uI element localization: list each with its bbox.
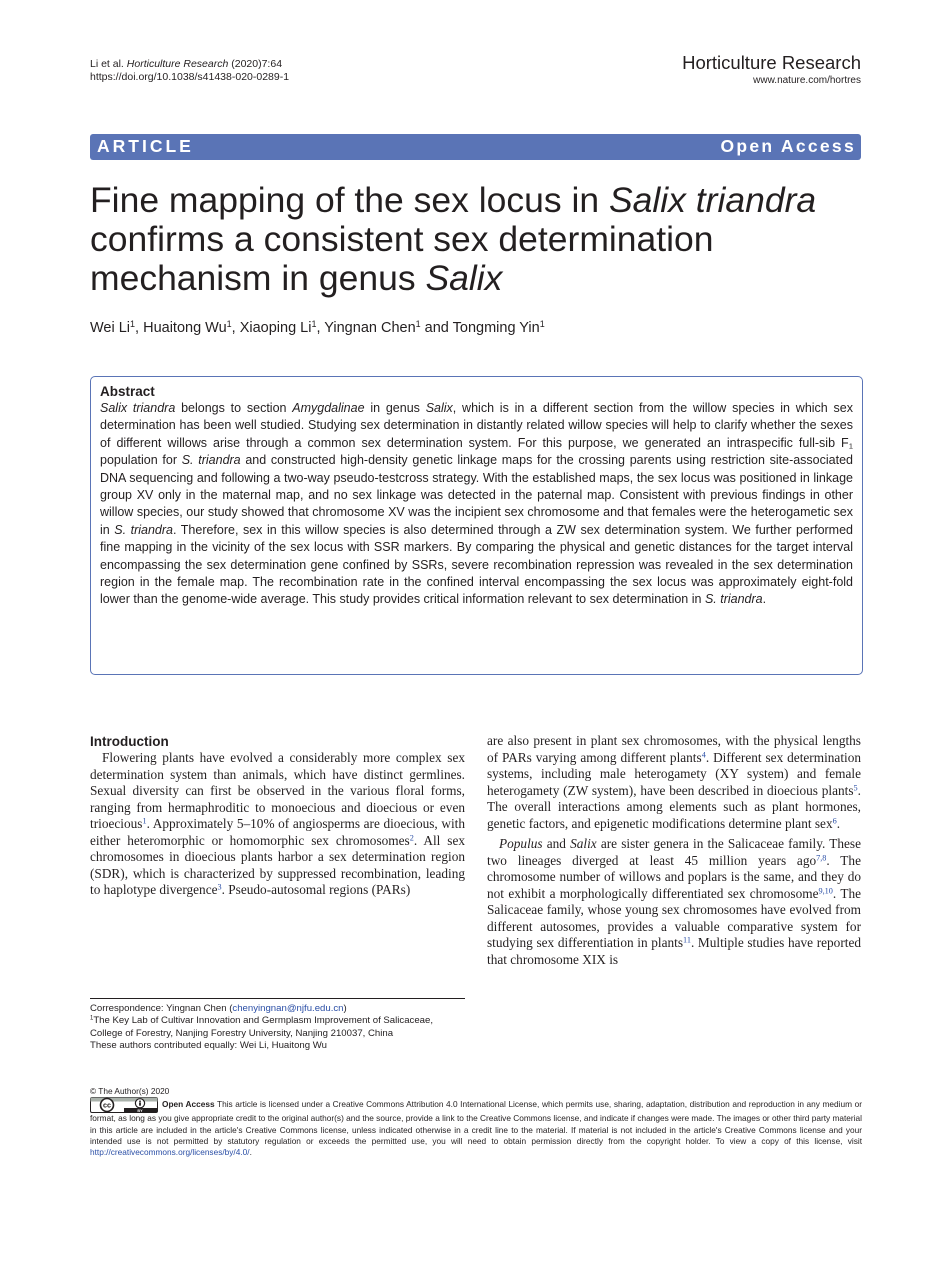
reference-link[interactable]: 9,10 <box>818 885 833 895</box>
reference-link[interactable]: 5 <box>853 782 858 792</box>
abstract-box <box>90 376 863 675</box>
abstract-heading: Abstract <box>100 384 155 399</box>
cc-badge-label: cc <box>103 1100 111 1110</box>
reference-link[interactable]: 11 <box>683 935 691 945</box>
reference-link[interactable]: 3 <box>217 882 222 892</box>
section-heading-introduction: Introduction <box>90 734 169 749</box>
equal-contribution-note: These authors contributed equally: Wei Li, Huaitong Wu <box>90 1040 327 1052</box>
author[interactable]: Tongming Yin$^1$ <box>452 319 545 336</box>
author-list: Wei Li$^1$, Huaitong Wu$^1$, Xiaoping Li$^1$, Yingnan Chen$^1$ and Tongming Yin$^1$ <box>90 319 545 336</box>
reference-link[interactable]: 7,8 <box>816 852 827 862</box>
license-block <box>90 1086 862 1158</box>
copyright-line: © The Author(s) 2020 <box>90 1086 170 1096</box>
citation-block <box>90 58 289 84</box>
article-type-label: ARTICLE <box>97 136 194 156</box>
author[interactable]: Wei Li$^1$ <box>90 319 136 336</box>
citation-journal: Horticulture Research <box>126 58 229 70</box>
reference-link[interactable]: 6 <box>832 815 837 825</box>
author[interactable]: Xiaoping Li$^1$ <box>239 319 317 336</box>
reference-link[interactable]: 4 <box>701 749 706 759</box>
reference-link[interactable]: 2 <box>409 832 414 842</box>
citation-line: Li et al. Horticulture Research (2020)7:64 <box>90 58 283 70</box>
article-title: Fine mapping of the sex locus in Salix triandra confirms a consistent sex determination mechanism in genus Salix <box>90 180 817 298</box>
email-link[interactable]: chenyingnan@njfu.edu.cn <box>232 1003 344 1014</box>
journal-name: Horticulture Research <box>682 52 861 73</box>
journal-url[interactable]: www.nature.com/hortres <box>753 75 861 86</box>
body-paragraph: are also present in plant sex chromosomes, with the physical lengths of PARs varying among different plants$^4$. Different sex determination systems, including male heterogamety (XY system) and female heterogamety (ZW system), have been described in dioecious plants$^5$. The overall interactions among elements such as plant hormones, genetic factors, and epigenetic modifications determine plant sex$^6$. <box>487 733 862 831</box>
reference-link[interactable]: 1 <box>142 816 147 826</box>
license-url-link[interactable]: http://creativecommons.org/licenses/by/4.0/ <box>90 1147 250 1158</box>
left-column <box>90 733 465 899</box>
right-column <box>487 733 861 968</box>
cc-by-icon[interactable] <box>90 1097 158 1113</box>
author[interactable]: Yingnan Chen$^1$ <box>324 319 421 336</box>
open-access-note: Open Access <box>162 1099 215 1110</box>
footnotes <box>90 1003 465 1053</box>
by-badge-label: BY <box>137 1109 143 1114</box>
open-access-label: Open Access <box>720 136 856 156</box>
affiliation: $^1$The Key Lab of Cultivar Innovation and Germplasm Improvement of Salicaceae, College of Forestry, Nanjing Forestry University, Nanjing 210037, China <box>90 1015 433 1039</box>
correspondence: Correspondence: Yingnan Chen (chenyingnan@njfu.edu.cn) <box>90 1003 347 1014</box>
author[interactable]: Huaitong Wu$^1$ <box>143 319 232 336</box>
license-text: cc BY Open Access This article is licensed under a Creative Commons Attribution 4.0 International License, which permits use, sharing, adaptation, distribution and reproduction in any medium or format, as long as you give appropriate credit to the original author(s) and the source, provide a link to the Creative Commons license, and indicate if changes were made. The images or other third party material in this article are included in the article's Creative Commons license, unless indicated otherwise in a credit line to the material. If material is not included in the article's Creative Commons license and your intended use is not permitted by statutory regulation or exceeds the permitted use, you will need to obtain permission directly from the copyright holder. To view a copy of this license, visit http://creativecommons.org/licenses/by/4.0/. <box>90 1097 862 1158</box>
abstract-text: Salix triandra belongs to section Amygdalinae in genus Salix, which is in a different section from the willow species in which sex determination has been well studied. Studying sex determination in distantly related willow species will help to clarify whether the sexes of different willows arise through a common sex determination system. For this purpose, we generated an intraspecific full-sib $F_1$ population for S. triandra and constructed high-density genetic linkage maps for the crossing parents using restriction site-associated DNA sequencing and following a two-way pseudo-testcross strategy. With the established maps, the sex locus was positioned in linkage group XV only in the maternal map, and no sex linkage was detected in the paternal map. Consistent with previous findings in other willow species, our study showed that chromosome XV was the incipient sex chromosome and that females were the heterogametic sex in S. triandra. Therefore, sex in this willow species is also determined through a ZW sex determination system. We further performed fine mapping in the vicinity of the sex locus with SSR markers. By comparing the physical and genetic distances for the target interval encompassing the sex determination gene confined by SSRs, severe recombination repression was revealed in the sex determination region in the female map. The recombination rate in the confined interval encompassing the sex locus was approximately eight-fold lower than the genome-wide average. This study provides critical information relevant to sex determination in S. triandra. <box>100 401 853 607</box>
body-paragraph: Populus and Salix are sister genera in the Salicaceae family. These two lineages diverged at least 45 million years ago$^{7,8}$. The chromosome number of willows and poplars is the same, and they do not exhibit a morphologically differentiated sex chromosome$^{9,10}$. The Salicaceae family, whose young sex chromosomes have evolved from different autosomes, provides a valuable comparative system for studying sex differentiation in plants$^{11}$. Multiple studies have reported that chromosome XIX is <box>487 836 862 967</box>
footnote-divider <box>90 998 465 999</box>
intro-paragraph: Flowering plants have evolved a considerably more complex sex determination system than animals, which have distinct germlines. Sexual diversity can first be observed in the various floral forms, ranging from hermaphroditic to monoecious and dioecious or even trioecious$^1$. Approximately 5–10% of angiosperms are dioecious, with either heteromorphic or homomorphic sex chromosomes$^2$. All sex chromosomes in dioecious plants harbor a sex determination region (SDR), which is characterized by suppressed recombination, leading to haplotype divergence$^3$. Pseudo-autosomal regions (PARs) <box>90 750 465 897</box>
doi-link[interactable]: https://doi.org/10.1038/s41438-020-0289-1 <box>90 71 290 83</box>
article-banner <box>90 134 861 160</box>
